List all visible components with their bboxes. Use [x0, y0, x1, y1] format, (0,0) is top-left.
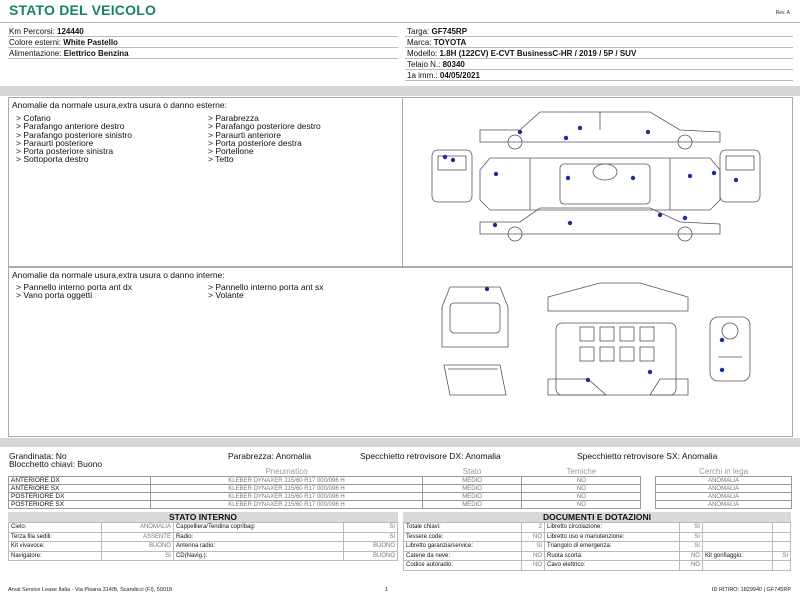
external-damage-list-right [208, 114, 321, 164]
table-row: POSTERIORE SX KLEBER DYNAXER 215/60 R17 000/096 H MEDIO NO ANOMALIA [9, 501, 792, 509]
internal-damage-list-right [208, 283, 324, 300]
table-row: Catene da neve: NO Ruota scorta: NO Kit gonfiaggio: SI [404, 551, 791, 561]
list-item: > Parafango anteriore destro [16, 121, 125, 132]
internal-status-title: STATO INTERNO [8, 512, 398, 522]
external-damage-title: Anomalie da normale usura,extra usura o danno esterne: [12, 100, 227, 110]
parabrezza-value: Parabrezza: Anomalia [228, 451, 312, 461]
plate-field: Targa: GF745RP [407, 27, 468, 36]
model-field: Modello: 1.8H (122CV) E-CVT BusinessC-HR / 2019 / 5P / SUV [407, 49, 637, 58]
tyres-table-header [9, 467, 792, 477]
list-item: > Pannello interno porta ant sx [208, 282, 324, 292]
list-item: > Pannello interno porta ant dx [16, 282, 133, 292]
table-row: Terza fila sedili: ASSENTE Radio: SI [9, 532, 398, 542]
color-field: Colore esterni: White Pastello [9, 38, 118, 47]
chassis-field: Telaio N.: 80340 [407, 60, 465, 69]
km-field: Km Percorsi: 124440 [9, 27, 84, 36]
page-title: STATO DEL VEICOLO [9, 2, 157, 18]
internal-damage-list-left [16, 283, 132, 300]
table-row: POSTERIORE DX KLEBER DYNAXER 215/60 R17 000/096 H MEDIO NO ANOMALIA [9, 493, 792, 501]
mirror-left-value: Specchietto retrovisore SX: Anomalia [577, 451, 718, 461]
internal-status-box [8, 512, 398, 561]
documents-box [403, 512, 791, 571]
list-item: > Vano porta oggetti [16, 290, 93, 301]
grandinata-value: Grandinata: No [9, 451, 67, 461]
list-item: > Porta posteriore sinistra [16, 146, 114, 157]
internal-damage-title: Anomalie da normale usura,extra usura o danno interne: [12, 270, 225, 280]
header-divider [0, 22, 800, 23]
list-item: > Paraurti posteriore [16, 137, 94, 148]
revision-label: Rev. A [775, 10, 790, 16]
list-item: > Parafango posteriore destro [208, 121, 321, 132]
table-row: ANTERIORE DX KLEBER DYNAXER 215/60 R17 000/096 H MEDIO NO ANOMALIA [9, 477, 792, 485]
car-exterior-diagram [420, 100, 770, 265]
footer-company: Arval Service Lease Italia - Via Pisana 314/B, Scandicci (FI), 50018 [8, 587, 173, 593]
table-row: Libretto garanzia/service: SI Triangolo di emergenza: SI [404, 542, 791, 552]
list-item: > Portellone [208, 146, 254, 157]
footer-id: ID RITIRO: 1829940 | GF745RP [711, 587, 791, 593]
list-item: > Porta posteriore destra [208, 137, 302, 148]
list-item: > Tetto [208, 154, 234, 165]
column-header: Temiche [566, 467, 597, 476]
documents-title: DOCUMENTI E DOTAZIONI [403, 512, 791, 522]
list-item: > Sottoporta destro [16, 154, 89, 165]
table-row: Kit vivavoce: BUONO Antenna radio: BUONO [9, 542, 398, 552]
table-row: ANTERIORE SX KLEBER DYNAXER 215/60 R17 000/096 H MEDIO NO ANOMALIA [9, 485, 792, 493]
car-interior-diagram [430, 277, 770, 432]
registration-field: 1a imm.: 04/05/2021 [407, 71, 480, 80]
table-row: Navigatore: SI CD(Navig.): BUONO [9, 551, 398, 561]
table-row: Tessere code: NO Libretto uso e manutenzione: SI [404, 532, 791, 542]
column-header: Cerchi in lega [699, 467, 749, 476]
brand-field: Marca: TOYOTA [407, 38, 467, 47]
blocchetto-value: Blocchetto chiavi: Buono [9, 459, 103, 469]
fuel-field: Alimentazione: Elettrico Benzina [9, 49, 129, 58]
list-item: > Parafango posteriore sinistro [16, 129, 132, 140]
column-header: Pneumatico [265, 467, 308, 476]
list-item: > Parabrezza [208, 113, 259, 123]
tyres-table [8, 467, 792, 509]
footer-page-number: 1 [385, 587, 389, 593]
list-item: > Cofano [16, 113, 51, 123]
section-divider-bar [0, 438, 800, 447]
table-row: Totale chiavi: 2 Libretto circolazione: SI [404, 523, 791, 533]
section-divider-bar [0, 86, 800, 96]
table-row: Cielo: ANOMALIA Cappelliera/Tendina copribag: SI [9, 523, 398, 533]
column-header: Stato [462, 467, 482, 476]
mirror-right-value: Specchietto retrovisore DX: Anomalia [360, 451, 501, 461]
list-item: > Paraurti anteriore [208, 129, 281, 140]
list-item: > Volante [208, 290, 244, 301]
external-damage-list-left [16, 114, 132, 164]
table-row: Codice autoradio: NO Cavo elettrico: NO [404, 561, 791, 571]
